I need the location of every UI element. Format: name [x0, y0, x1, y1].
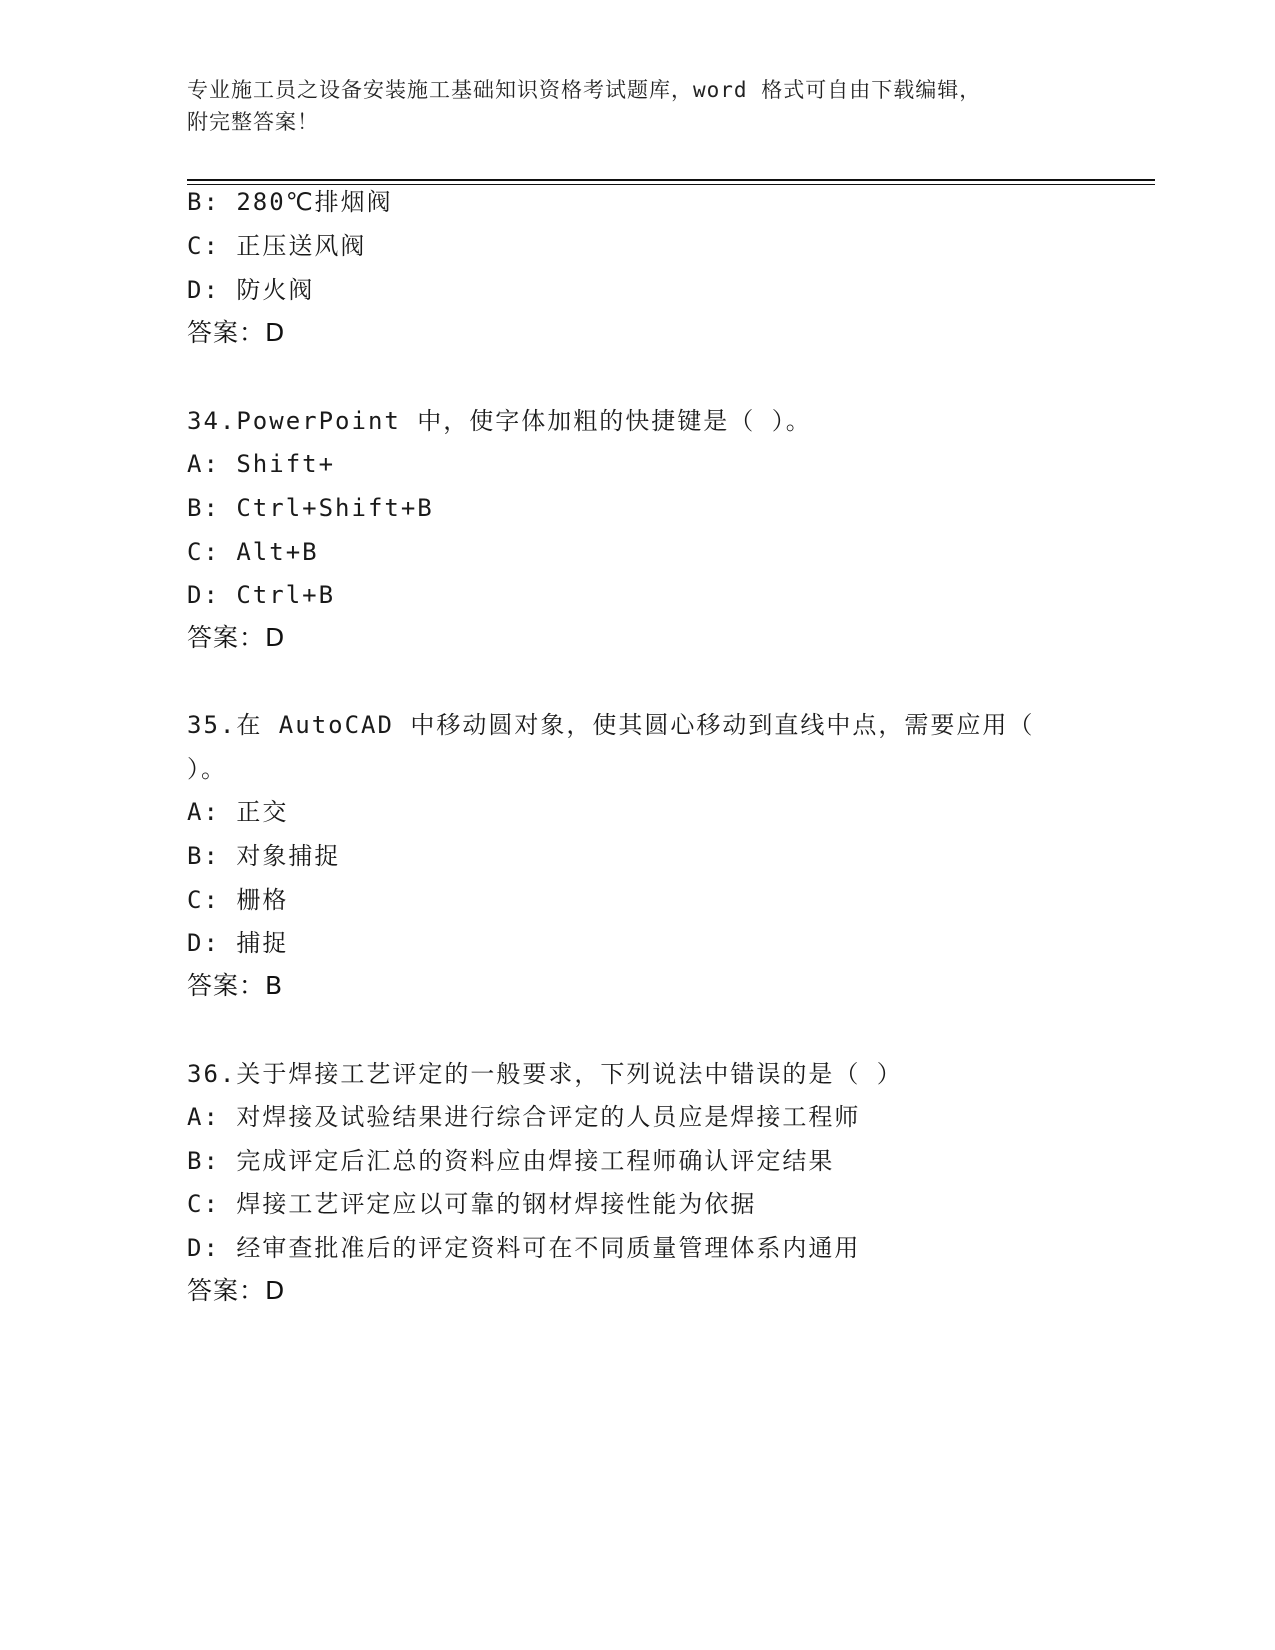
q35-stem-line-1: 35.在 AutoCAD 中移动圆对象，使其圆心移动到直线中点，需要应用（: [187, 711, 1035, 739]
q36-option-d: D: 经审查批准后的评定资料可在不同质量管理体系内通用: [187, 1234, 861, 1262]
document-header: [187, 74, 1067, 138]
header-rule-bottom: [187, 184, 1155, 185]
q35-option-d: D: 捕捉: [187, 929, 289, 957]
q34-option-c: C: Alt+B: [187, 538, 319, 566]
prev-option-c: C: 正压送风阀: [187, 232, 367, 260]
q36-option-a: A: 对焊接及试验结果进行综合评定的人员应是焊接工程师: [187, 1103, 861, 1131]
q34-option-b: B: Ctrl+Shift+B: [187, 494, 434, 522]
header-line-2: 附完整答案！: [187, 110, 319, 134]
prev-option-d: D: 防火阀: [187, 276, 315, 304]
q34-answer: 答案：D: [187, 623, 286, 652]
q35-option-b: B: 对象捕捉: [187, 842, 341, 870]
prev-answer: 答案：D: [187, 318, 286, 347]
q35-stem-line-2: ）。: [187, 755, 227, 783]
q36-option-b: B: 完成评定后汇总的资料应由焊接工程师确认评定结果: [187, 1147, 835, 1175]
q36-stem: 36.关于焊接工艺评定的一般要求，下列说法中错误的是（ ）: [187, 1060, 903, 1088]
q34-option-a: A: Shift+: [187, 450, 336, 478]
q35-option-c: C: 栅格: [187, 886, 289, 914]
q34-stem: 34.PowerPoint 中，使字体加粗的快捷键是（ ）。: [187, 407, 812, 435]
header-line-1: 专业施工员之设备安装施工基础知识资格考试题库，word 格式可自由下载编辑，: [187, 78, 982, 102]
header-rule-top: [187, 179, 1155, 181]
prev-option-b: B: 280℃排烟阀: [187, 188, 393, 216]
q36-option-c: C: 焊接工艺评定应以可靠的钢材焊接性能为依据: [187, 1190, 757, 1218]
q34-option-d: D: Ctrl+B: [187, 581, 336, 609]
q35-answer: 答案：B: [187, 971, 284, 1000]
q35-option-a: A: 正交: [187, 798, 289, 826]
q36-answer: 答案：D: [187, 1276, 286, 1305]
